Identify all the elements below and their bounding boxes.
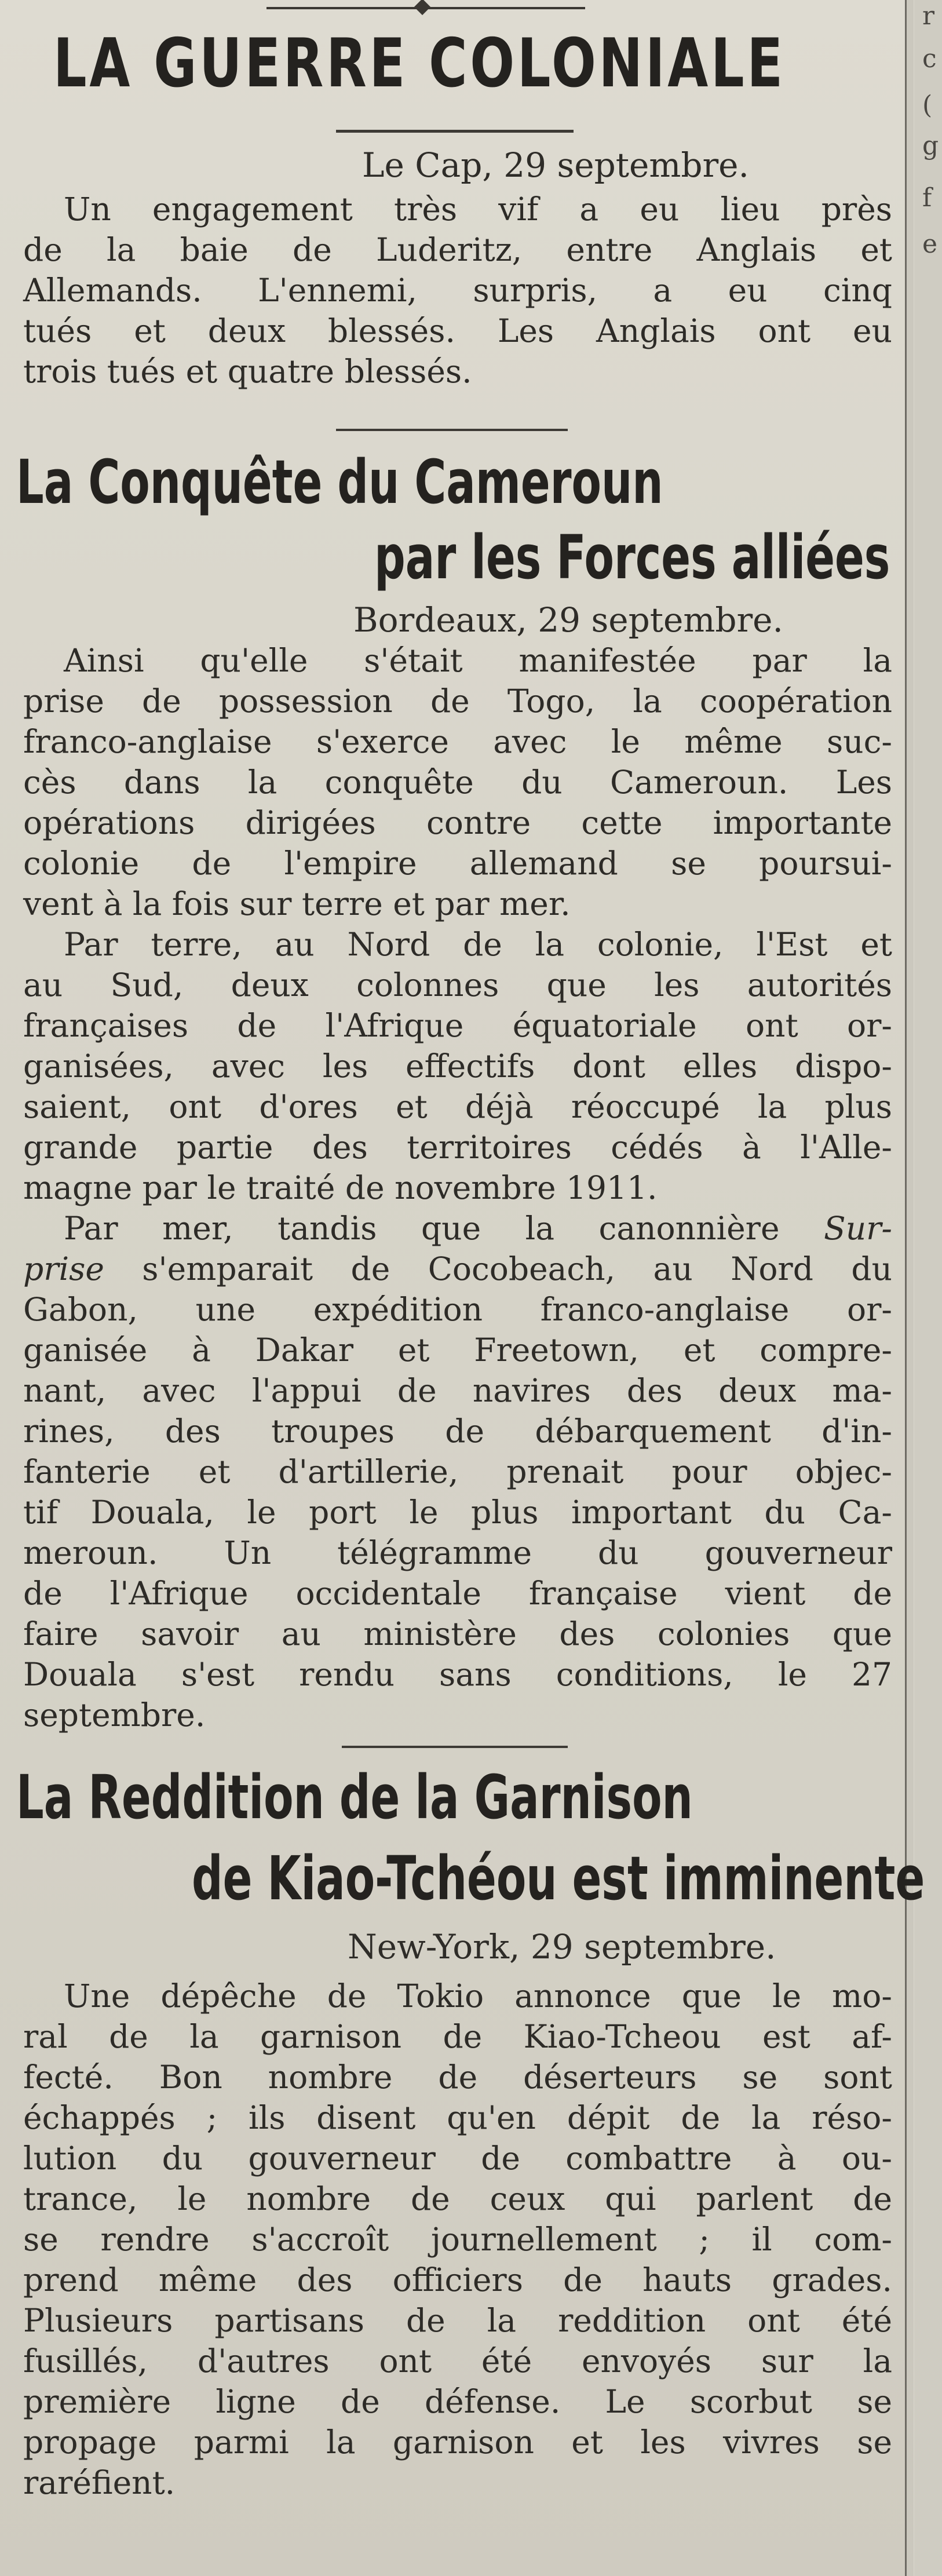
text-line: tif Douala, le port le plus important du Ca- xyxy=(23,1494,892,1531)
section-rule xyxy=(342,1746,568,1748)
text-line: rines, des troupes de débarquement d'in- xyxy=(23,1413,892,1450)
adjacent-column-fragment xyxy=(914,0,942,2576)
article-2-paragraph-1 xyxy=(23,640,892,924)
headline-rule xyxy=(336,130,574,133)
text-line xyxy=(23,1249,892,1289)
adjacent-letter: f xyxy=(922,183,932,213)
column-rule xyxy=(905,0,914,2576)
text-line: se rendre s'accroît journellement ; il com- xyxy=(23,2221,892,2258)
text-line: prend même des officiers de hauts grades. xyxy=(23,2261,892,2298)
text-line: Douala s'est rendu sans conditions, le 27 xyxy=(23,1656,892,1693)
text-line: françaises de l'Afrique équatoriale ont or- xyxy=(23,1007,892,1044)
text-line: trois tués et quatre blessés. xyxy=(23,353,472,390)
text-line: de l'Afrique occidentale française vient de xyxy=(23,1575,892,1612)
text-line: magne par le traité de novembre 1911. xyxy=(23,1169,658,1206)
article-3-headline-line-2: de Kiao-Tchéou est imminente xyxy=(191,1843,925,1914)
text-line: lution du gouverneur de combattre à ou- xyxy=(23,2140,892,2177)
article-2-paragraph-3 xyxy=(23,1208,892,1735)
text-line: Une dépêche de Tokio annonce que le mo- xyxy=(64,1977,892,2015)
text-line: propage parmi la garnison et les vivres se xyxy=(23,2424,892,2461)
adjacent-letter: e xyxy=(922,229,938,259)
text-line: Par terre, au Nord de la colonie, l'Est et xyxy=(64,926,892,963)
text-line: colonie de l'empire allemand se poursui- xyxy=(23,845,892,882)
text-line: fecté. Bon nombre de déserteurs se sont xyxy=(23,2059,892,2096)
article-1-body xyxy=(23,189,892,392)
text-line: opérations dirigées contre cette importante xyxy=(23,804,892,841)
text-line: septembre. xyxy=(23,1696,206,1734)
text-line: fanterie et d'artillerie, prenait pour objec- xyxy=(23,1453,892,1490)
text-fragment: Par mer, tandis que la canonnière xyxy=(64,1210,824,1247)
text-line: première ligne de défense. Le scorbut se xyxy=(23,2383,892,2420)
text-line: Gabon, une expédition franco-anglaise or- xyxy=(23,1291,892,1328)
article-2-headline-line-2: par les Forces alliées xyxy=(374,522,890,593)
text-line: saient, ont d'ores et déjà réoccupé la plus xyxy=(23,1088,892,1125)
text-line: raréfient. xyxy=(23,2464,176,2501)
text-line: meroun. Un télégramme du gouverneur xyxy=(23,1534,892,1571)
adjacent-letter: c xyxy=(922,44,937,74)
text-line xyxy=(23,1208,892,1249)
text-line: franco-anglaise s'exerce avec le même suc- xyxy=(23,723,892,760)
text-line: échappés ; ils disent qu'en dépit de la réso- xyxy=(23,2099,892,2136)
text-line: grande partie des territoires cédés à l'Alle- xyxy=(23,1129,892,1166)
article-2-paragraph-2 xyxy=(23,924,892,1208)
text-line: trance, le nombre de ceux qui parlent de xyxy=(23,2180,892,2217)
article-3-body xyxy=(23,1976,892,2503)
adjacent-letter: ( xyxy=(922,90,933,120)
text-line: ganisée à Dakar et Freetown, et compre- xyxy=(23,1331,892,1369)
text-line: cès dans la conquête du Cameroun. Les xyxy=(23,764,892,801)
text-line: Allemands. L'ennemi, surpris, a eu cinq xyxy=(23,272,892,309)
text-line: Ainsi qu'elle s'était manifestée par la xyxy=(64,642,892,679)
text-line: prise de possession de Togo, la coopération xyxy=(23,683,892,720)
text-line: au Sud, deux colonnes que les autorités xyxy=(23,966,892,1004)
article-2-headline-line-1: La Conquête du Cameroun xyxy=(16,447,663,517)
text-line: tués et deux blessés. Les Anglais ont eu xyxy=(23,312,892,349)
top-ornament-rule xyxy=(266,0,585,12)
adjacent-letter: g xyxy=(922,131,939,160)
text-line: ganisées, avec les effectifs dont elles dispo- xyxy=(23,1048,892,1085)
section-rule xyxy=(336,429,568,431)
text-line: fusillés, d'autres ont été envoyés sur la xyxy=(23,2343,892,2380)
article-3-dateline: New-York, 29 septembre. xyxy=(348,1927,776,1966)
article-1-headline: LA GUERRE COLONIALE xyxy=(53,24,786,103)
text-line: Un engagement très vif a eu lieu près xyxy=(64,191,892,228)
adjacent-letter: r xyxy=(922,1,935,31)
article-3-headline-line-1: La Reddition de la Garnison xyxy=(16,1762,693,1833)
article-2-dateline: Bordeaux, 29 septembre. xyxy=(353,600,783,640)
ship-name-italic: prise xyxy=(23,1250,104,1287)
article-1-dateline: Le Cap, 29 septembre. xyxy=(362,145,749,185)
text-line: faire savoir au ministère des colonies que xyxy=(23,1615,892,1652)
text-line: vent à la fois sur terre et par mer. xyxy=(23,885,571,922)
text-line: nant, avec l'appui de navires des deux ma- xyxy=(23,1372,892,1409)
text-fragment: s'emparait de Cocobeach, au Nord du xyxy=(104,1250,892,1287)
text-line: de la baie de Luderitz, entre Anglais et xyxy=(23,231,892,268)
text-line: Plusieurs partisans de la reddition ont été xyxy=(23,2302,892,2339)
text-line: ral de la garnison de Kiao-Tcheou est af- xyxy=(23,2018,892,2055)
ship-name-italic: Sur- xyxy=(824,1210,892,1247)
